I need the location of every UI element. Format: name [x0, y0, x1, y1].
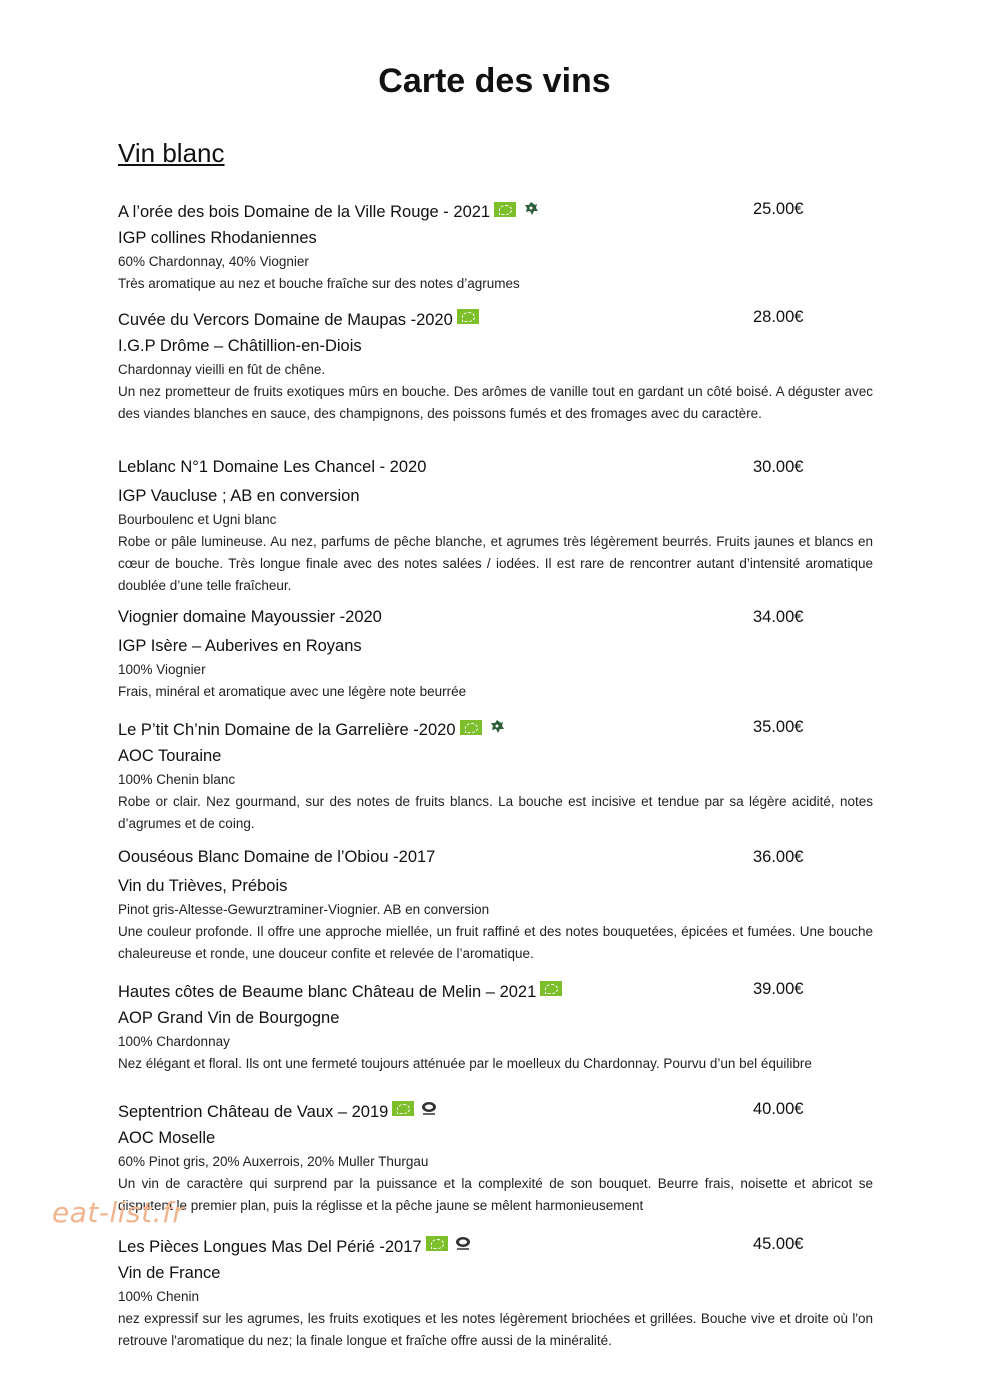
wine-grape: 100% Viognier — [118, 662, 206, 677]
eu-organic-icon — [457, 309, 479, 324]
wine-name: A l’orée des bois Domaine de la Ville Rouge - 2021 — [118, 203, 491, 222]
wine-region: IGP collines Rhodaniennes — [118, 229, 317, 247]
wine-grape: 60% Pinot gris, 20% Auxerrois, 20% Muller Thurgau — [118, 1154, 429, 1169]
wine-description: Robe or clair. Nez gourmand, sur des notes de fruits blancs. La bouche est incisive et tendue par sa légère acidité, notes d’agrumes et de coing. — [118, 794, 873, 831]
wine-entry — [118, 980, 873, 1075]
wine-region: Vin de France — [118, 1264, 221, 1282]
wine-region: AOC Moselle — [118, 1129, 216, 1147]
wine-price: 34.00€ — [753, 608, 804, 626]
eu-organic-icon — [426, 1236, 448, 1251]
wine-name: Oouséous Blanc Domaine de l’Obiou -2017 — [118, 848, 436, 866]
wine-name: Cuvée du Vercors Domaine de Maupas -2020 — [118, 311, 453, 329]
label-icons — [457, 308, 485, 326]
wine-price: 30.00€ — [753, 458, 804, 476]
wine-header — [118, 718, 873, 744]
wine-entry — [118, 458, 873, 597]
biodynamic-seal-icon — [420, 1101, 438, 1116]
wine-price: 36.00€ — [753, 848, 804, 866]
wine-header — [118, 308, 873, 334]
wine-price: 40.00€ — [753, 1100, 804, 1118]
wine-name: Le P’tit Ch’nin Domaine de la Garrelière -2020 — [118, 721, 456, 740]
grape-leaf-icon — [522, 200, 540, 218]
wine-grape: Bourboulenc et Ugni blanc — [118, 512, 277, 527]
wine-region: I.G.P Drôme – Châtillion-en-Diois — [118, 337, 362, 355]
wine-grape: 100% Chardonnay — [118, 1034, 230, 1049]
wine-region: IGP Vaucluse ; AB en conversion — [118, 487, 360, 505]
biodynamic-seal-icon — [454, 1236, 472, 1251]
wine-description: Un nez prometteur de fruits exotiques mûrs en bouche. Des arômes de vanille tout en gardant un côté boisé. A déguster avec des viandes blanches en sauce, des champignons, des poissons fumés et des fromages avec du caractère. — [118, 384, 873, 421]
wine-description: Très aromatique au nez et bouche fraîche sur des notes d’agrumes — [118, 276, 520, 291]
wine-entry — [118, 848, 873, 965]
wine-description: Une couleur profonde. Il offre une approche miellée, un fruit raffiné et des notes bouquetées, épicées et fumées. Une bouche chaleureuse et ronde, une douceur confite et relevée de l’aromatique. — [118, 924, 873, 961]
eu-organic-icon — [540, 981, 562, 996]
label-icons — [460, 718, 506, 736]
eu-organic-icon — [494, 202, 516, 217]
wine-header — [118, 608, 873, 634]
wine-grape: 100% Chenin blanc — [118, 772, 236, 787]
eu-organic-icon — [460, 720, 482, 735]
watermark: eat-list.fr — [52, 1196, 185, 1229]
page-title: Carte des vins — [378, 62, 611, 100]
wine-header — [118, 1235, 873, 1261]
wine-grape: 100% Chenin — [118, 1289, 200, 1304]
wine-header — [118, 1100, 873, 1126]
wine-description: Un vin de caractère qui surprend par la puissance et la complexité de son bouquet. Beurre frais, noisette et abricot se disputent le premier plan, puis la réglisse et la pêche jaune se mêlent harmonieusement — [118, 1176, 873, 1213]
wine-grape: Chardonnay vieilli en fût de chêne. — [118, 362, 326, 377]
wine-entry — [118, 308, 873, 425]
wine-price: 35.00€ — [753, 718, 804, 736]
wine-entry — [118, 1100, 873, 1217]
eu-organic-icon — [392, 1101, 414, 1116]
wine-region: AOP Grand Vin de Bourgogne — [118, 1009, 340, 1027]
label-icons — [392, 1100, 438, 1118]
wine-name: Viognier domaine Mayoussier -2020 — [118, 608, 382, 626]
wine-price: 28.00€ — [753, 308, 804, 326]
wine-header — [118, 458, 873, 484]
wine-header — [118, 848, 873, 874]
wine-entry — [118, 718, 873, 835]
label-icons — [494, 200, 540, 218]
wine-name: Septentrion Château de Vaux – 2019 — [118, 1103, 389, 1121]
wine-entry — [118, 1235, 873, 1352]
label-icons — [540, 980, 568, 998]
wine-price: 25.00€ — [753, 200, 804, 218]
wine-entry — [118, 200, 873, 295]
wine-description: Frais, minéral et aromatique avec une légère note beurrée — [118, 684, 467, 699]
wine-description: Robe or pâle lumineuse. Au nez, parfums de pêche blanche, et agrumes très légèrement beurrés. Fruits jaunes et blancs en cœur de bouche. Très longue finale avec des notes salées / iodées. Il est rare de rencontrer autant d’intensité aromatique doublée d’une telle fraîcheur. — [118, 534, 873, 593]
wine-grape: Pinot gris-Altesse-Gewurztraminer-Viognier. AB en conversion — [118, 902, 490, 917]
wine-price: 39.00€ — [753, 980, 804, 998]
wine-description: Nez élégant et floral. Ils ont une fermeté toujours atténuée par le moelleux du Chardonnay. Pourvu d’un bel équilibre — [118, 1056, 812, 1071]
wine-name: Leblanc N°1 Domaine Les Chancel - 2020 — [118, 458, 427, 476]
grape-leaf-icon — [488, 718, 506, 736]
wine-region: AOC Touraine — [118, 747, 222, 765]
wine-header — [118, 980, 873, 1006]
wine-entry — [118, 608, 873, 703]
wine-description: nez expressif sur les agrumes, les fruits exotiques et les notes légèrement briochées et grillées. Bouche vive et droite où l'on retrouve l'aromatique du nez; la finale longue et fraîche offre aussi de la minéralité. — [118, 1311, 873, 1348]
wine-name: Les Pièces Longues Mas Del Périé -2017 — [118, 1238, 422, 1256]
wine-region: Vin du Trièves, Prébois — [118, 877, 288, 895]
label-icons — [426, 1235, 472, 1253]
wine-region: IGP Isère – Auberives en Royans — [118, 637, 362, 655]
wine-header — [118, 200, 873, 226]
wine-grape: 60% Chardonnay, 40% Viognier — [118, 254, 309, 269]
wine-price: 45.00€ — [753, 1235, 804, 1253]
wine-name: Hautes côtes de Beaume blanc Château de Melin – 2021 — [118, 983, 537, 1001]
section-heading: Vin blanc — [118, 138, 225, 168]
